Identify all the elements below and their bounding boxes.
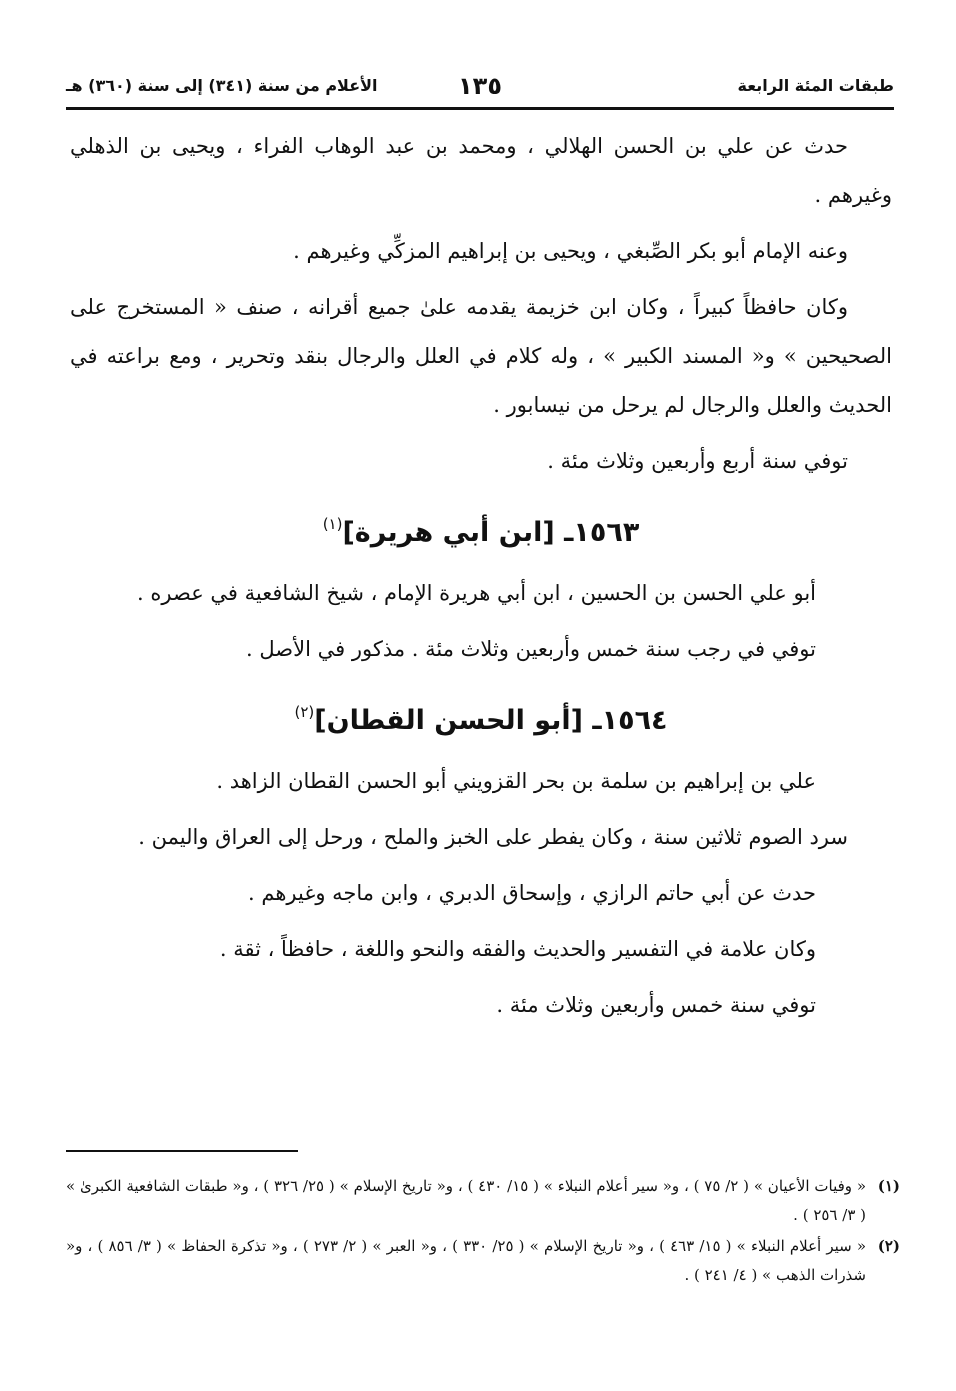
paragraph-narrated-from: حدث عن علي بن الحسن الهلالي ، ومحمد بن عبد الوهاب الفراء ، ويحيى بن الذهلي وغيرهم . [70,134,892,207]
paragraph-description: وكان علامة في التفسير والحديث والفقه والنحو واللغة ، حافظاً ، ثقة . [219,937,816,961]
paragraph-students: وعنه الإمام أبو بكر الصِّبغي ، ويحيى بن إبراهيم المزكِّي وغيرهم . [293,239,848,263]
running-header [66,72,894,106]
header-divider [66,107,894,110]
paragraph-death: توفي سنة خمس وأربعين وثلاث مئة . [496,993,816,1017]
paragraph-narrated-from: حدث عن أبي حاتم الرازي ، وإسحاق الدبري ، وابن ماجه وغيرهم . [248,881,816,905]
header-year-range: الأعلام من سنة (٣٤١) إلى سنة (٣٦٠) هـ [66,76,378,95]
footnote-number: (٢) [877,1237,900,1255]
footnote [66,1172,900,1230]
footnotes [66,1172,900,1292]
paragraph-death: توفي في رجب سنة خمس وأربعين وثلاث مئة . مذكور في الأصل . [246,637,816,661]
footnote-text: « وفيات الأعيان » ( ٢/ ٧٥ ) ، و« سير أعلام النبلاء » ( ١٥/ ٤٣٠ ) ، و« تاريخ الإسلام » ( ٢٥/ ٣٢٦ ) ، و« طبقات الشافعية الكبرىٰ » ( ٣/ ٢٥٦ ) . [66,1177,867,1224]
paragraph-description: وكان حافظاً كبيراً ، وكان ابن خزيمة يقدمه علىٰ جميع أقرانه ، صنف « المستخرج على الصحيحين » و« المسند الكبير » ، وله كلام في العلل والرجال بنقد وتحرير ، ومع براعته في الحديث والعلل والرجال لم يرحل من نيسابور . [70,295,892,417]
footnote-ref: (١) [322,515,343,533]
entry-heading-1564 [70,690,892,743]
paragraph-name: علي بن إبراهيم بن سلمة بن بحر القزويني أبو الحسن القطان الزاهد . [216,769,816,793]
paragraph-death: توفي سنة أربع وأربعين وثلاث مئة . [547,449,848,473]
footnote-number: (١) [877,1177,900,1195]
footnote-ref: (٢) [294,703,315,721]
header-section-title: طبقات المئة الرابعة [737,76,894,95]
entry-heading-1563 [70,502,892,555]
main-text [70,122,892,1037]
footnote-divider [66,1150,298,1152]
paragraph-asceticism: سرد الصوم ثلاثين سنة ، وكان يفطر على الخبز والملح ، ورحل إلى العراق واليمن . [138,825,848,849]
page-number: ١٣٥ [458,72,502,100]
footnote-text: « سير أعلام النبلاء » ( ١٥/ ٤٦٣ ) ، و« تاريخ الإسلام » ( ٢٥/ ٣٣٠ ) ، و« العبر » ( ٢/ ٢٧٣ ) ، و« تذكرة الحفاظ » ( ٣/ ٨٥٦ ) ، و« شذرات الذهب » ( ٤/ ٢٤١ ) . [66,1237,867,1284]
footnote [66,1232,900,1290]
paragraph-name: أبو علي الحسن بن الحسين ، ابن أبي هريرة الإمام ، شيخ الشافعية في عصره . [137,581,816,605]
entry-title: ١٥٦٣ـ [ابن أبي هريرة] [342,517,640,548]
entry-title: ١٥٦٤ـ [أبو الحسن القطان] [314,705,668,736]
